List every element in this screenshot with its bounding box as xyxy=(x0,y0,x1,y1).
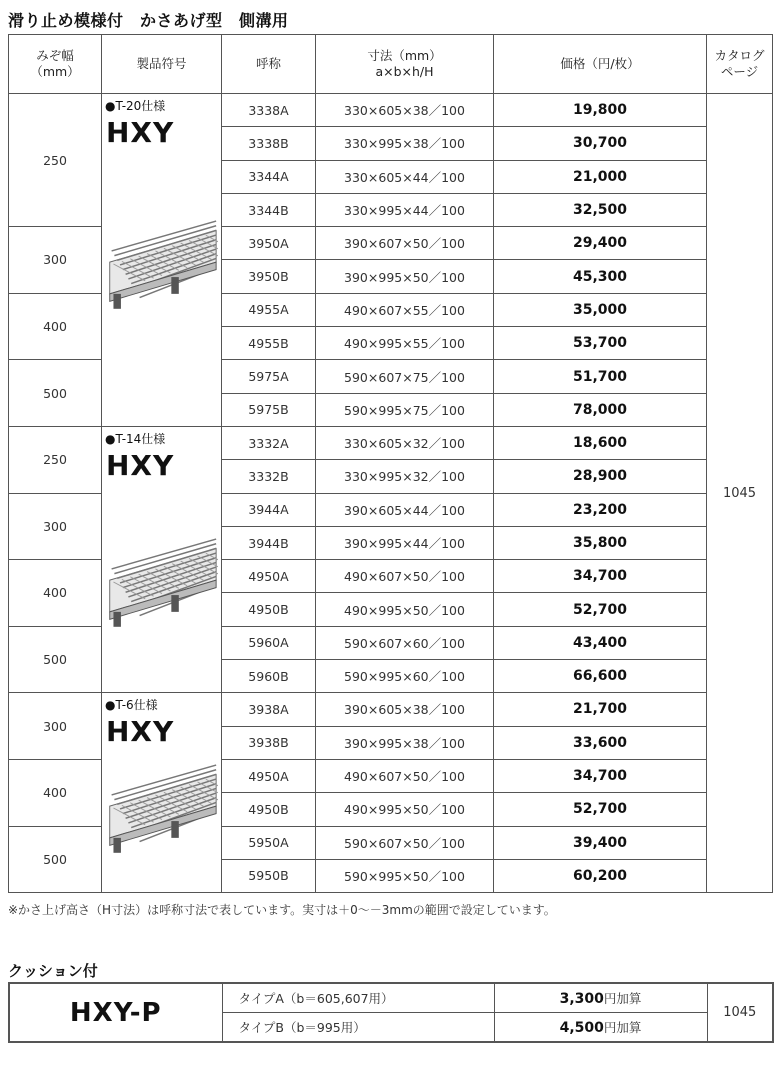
cell-dimensions: 590×607×75／100 xyxy=(316,360,494,393)
cell-code: 5975B xyxy=(222,393,316,426)
cell-width: 500 xyxy=(9,826,102,893)
cushion-price-b-value: 4,500 xyxy=(559,1020,604,1036)
cell-price: 34,700 xyxy=(494,560,707,593)
model-label: HXY xyxy=(106,116,175,149)
cell-dimensions: 590×607×60／100 xyxy=(316,626,494,659)
cushion-price-b-suffix: 円加算 xyxy=(603,1020,642,1035)
cell-dimensions: 330×605×44／100 xyxy=(316,160,494,193)
spec-label: ●T-6仕様 xyxy=(105,698,158,713)
cell-width: 400 xyxy=(9,759,102,826)
header-catalog xyxy=(707,35,773,94)
cell-code: 4950A xyxy=(222,560,316,593)
cell-code: 5975A xyxy=(222,360,316,393)
cell-price: 78,000 xyxy=(494,393,707,426)
cell-code: 4955A xyxy=(222,293,316,326)
cell-price: 21,000 xyxy=(494,160,707,193)
cell-dimensions: 390×995×50／100 xyxy=(316,260,494,293)
cell-price: 66,600 xyxy=(494,660,707,693)
cell-dimensions: 330×995×32／100 xyxy=(316,460,494,493)
cushion-price-a xyxy=(494,983,707,1013)
cell-price: 33,600 xyxy=(494,726,707,759)
cell-price: 60,200 xyxy=(494,859,707,892)
cell-dimensions: 330×605×38／100 xyxy=(316,94,494,127)
cell-width: 300 xyxy=(9,227,102,294)
cushion-price-a-suffix: 円加算 xyxy=(603,991,642,1006)
cell-price: 51,700 xyxy=(494,360,707,393)
cell-price: 19,800 xyxy=(494,94,707,127)
cell-code: 3950B xyxy=(222,260,316,293)
cell-dimensions: 590×995×75／100 xyxy=(316,393,494,426)
page-title: 滑り止め模様付 かさあげ型 側溝用 xyxy=(8,11,289,30)
cell-price: 23,200 xyxy=(494,493,707,526)
cell-catalog-page: 1045 xyxy=(707,94,773,893)
cell-price: 32,500 xyxy=(494,193,707,226)
cell-dimensions: 390×607×50／100 xyxy=(316,227,494,260)
header-price-label: 価格（円/枚） xyxy=(560,56,640,71)
cell-dimensions: 590×995×50／100 xyxy=(316,859,494,892)
cell-price: 45,300 xyxy=(494,260,707,293)
cell-code: 3944B xyxy=(222,526,316,559)
table-row xyxy=(9,94,773,127)
cell-product xyxy=(102,94,222,427)
model-label: HXY xyxy=(106,448,175,482)
cell-product xyxy=(102,426,222,692)
spec-label: ●T-14仕様 xyxy=(105,431,166,446)
footnote: ※かさ上げ高さ（H寸法）は呼称寸法で表しています。実寸は＋0～－3mmの範囲で設定しています。 xyxy=(8,903,556,917)
cell-width: 300 xyxy=(9,493,102,560)
cell-code: 5960B xyxy=(222,660,316,693)
header-width xyxy=(9,35,102,94)
cushion-type-b: タイプB（b＝995用） xyxy=(222,1013,494,1043)
cell-price: 28,900 xyxy=(494,460,707,493)
cell-price: 52,700 xyxy=(494,593,707,626)
header-code xyxy=(222,35,316,94)
cell-price: 21,700 xyxy=(494,693,707,726)
cell-dimensions: 590×995×60／100 xyxy=(316,660,494,693)
cushion-price-b xyxy=(494,1013,707,1043)
cell-code: 5950A xyxy=(222,826,316,859)
cell-code: 5960A xyxy=(222,626,316,659)
header-catalog-label: カタログ ページ xyxy=(714,48,765,79)
cushion-table xyxy=(8,982,774,1043)
cushion-model: HXY-P xyxy=(9,983,222,1042)
cell-product xyxy=(102,693,222,893)
cell-price: 35,000 xyxy=(494,293,707,326)
cell-code: 3332A xyxy=(222,426,316,459)
cell-code: 4950B xyxy=(222,793,316,826)
cell-price: 18,600 xyxy=(494,426,707,459)
cell-code: 3944A xyxy=(222,493,316,526)
cell-dimensions: 490×995×50／100 xyxy=(316,593,494,626)
cell-dimensions: 490×607×55／100 xyxy=(316,293,494,326)
cell-price: 30,700 xyxy=(494,127,707,160)
cell-dimensions: 490×995×50／100 xyxy=(316,793,494,826)
cell-dimensions: 390×995×44／100 xyxy=(316,526,494,559)
cell-price: 39,400 xyxy=(494,826,707,859)
cell-code: 4950B xyxy=(222,593,316,626)
cell-width: 250 xyxy=(9,426,102,493)
grating-illustration xyxy=(106,214,218,314)
cell-width: 250 xyxy=(9,94,102,227)
table-body xyxy=(9,94,773,893)
header-dimensions xyxy=(316,35,494,94)
table-row xyxy=(9,983,773,1013)
header-price xyxy=(494,35,707,94)
cell-code: 3332B xyxy=(222,460,316,493)
cell-code: 3938B xyxy=(222,726,316,759)
cell-dimensions: 590×607×50／100 xyxy=(316,826,494,859)
cell-price: 53,700 xyxy=(494,327,707,360)
header-product-label: 製品符号 xyxy=(136,56,187,71)
cell-width: 300 xyxy=(9,693,102,760)
cell-code: 3344A xyxy=(222,160,316,193)
cell-price: 34,700 xyxy=(494,759,707,792)
cell-code: 4950A xyxy=(222,759,316,792)
header-code-label: 呼称 xyxy=(255,56,281,71)
cell-width: 500 xyxy=(9,360,102,427)
cell-code: 5950B xyxy=(222,859,316,892)
cell-price: 52,700 xyxy=(494,793,707,826)
cell-dimensions: 390×605×38／100 xyxy=(316,693,494,726)
cell-code: 4955B xyxy=(222,327,316,360)
cell-code: 3338A xyxy=(222,94,316,127)
cushion-catalog-page: 1045 xyxy=(707,983,773,1042)
cell-dimensions: 390×995×38／100 xyxy=(316,726,494,759)
cell-width: 400 xyxy=(9,293,102,360)
cushion-section-title: クッション付 xyxy=(8,962,98,980)
cell-width: 500 xyxy=(9,626,102,693)
spec-label: ●T-20仕様 xyxy=(105,99,166,113)
cell-dimensions: 390×605×44／100 xyxy=(316,493,494,526)
cell-dimensions: 490×607×50／100 xyxy=(316,759,494,792)
cell-code: 3344B xyxy=(222,193,316,226)
header-dimensions-label: 寸法（mm） a×b×h/H xyxy=(367,48,442,79)
table-row xyxy=(9,426,773,459)
cell-dimensions: 490×607×50／100 xyxy=(316,560,494,593)
cell-price: 35,800 xyxy=(494,526,707,559)
table-row xyxy=(9,693,773,726)
cell-code: 3950A xyxy=(222,227,316,260)
cushion-type-a: タイプA（b＝605,607用） xyxy=(222,983,494,1013)
model-label: HXY xyxy=(106,715,175,749)
grating-illustration xyxy=(106,758,218,858)
header-width-label: みぞ幅 （mm） xyxy=(30,48,80,79)
cell-code: 3938A xyxy=(222,693,316,726)
cell-price: 29,400 xyxy=(494,227,707,260)
cell-code: 3338B xyxy=(222,127,316,160)
cell-price: 43,400 xyxy=(494,626,707,659)
cell-dimensions: 330×605×32／100 xyxy=(316,426,494,459)
grating-illustration xyxy=(106,532,218,632)
cell-dimensions: 330×995×38／100 xyxy=(316,127,494,160)
header-product xyxy=(102,35,222,94)
cell-dimensions: 330×995×44／100 xyxy=(316,193,494,226)
cell-dimensions: 490×995×55／100 xyxy=(316,327,494,360)
price-table xyxy=(8,34,773,893)
cushion-price-a-value: 3,300 xyxy=(559,991,604,1007)
cell-width: 400 xyxy=(9,560,102,627)
table-header-row xyxy=(9,35,773,94)
